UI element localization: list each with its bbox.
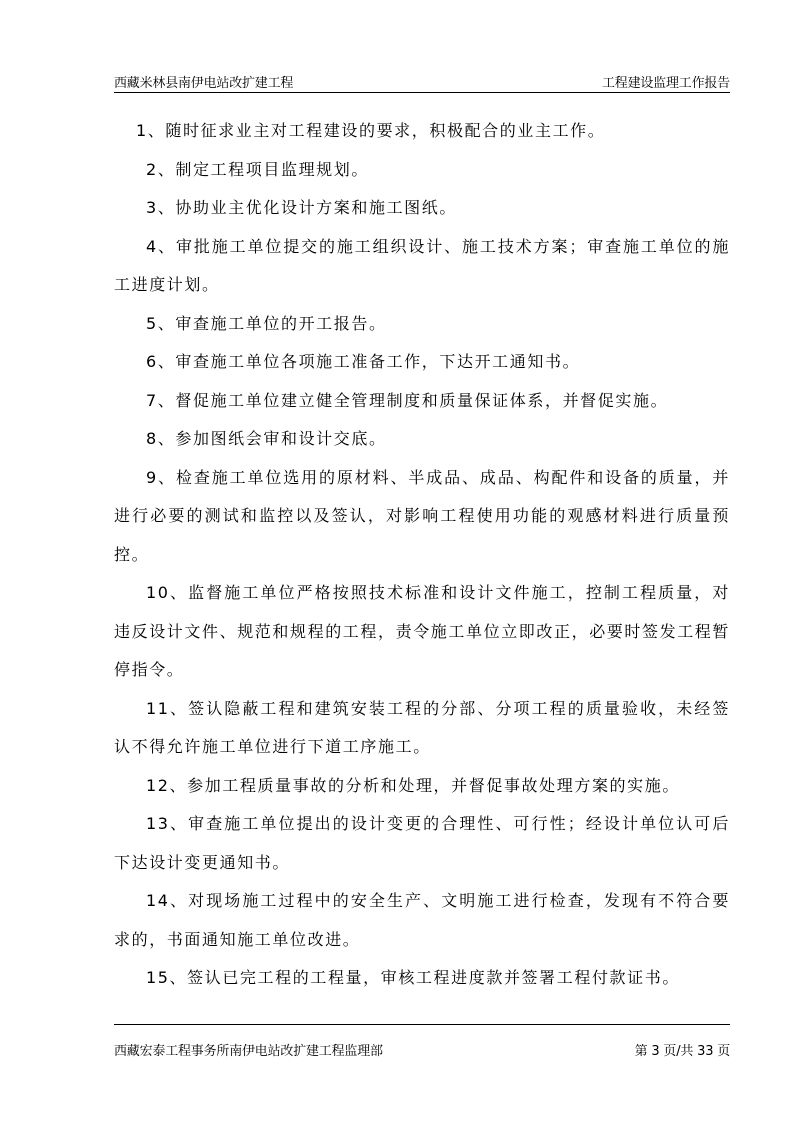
footer-divider	[114, 1024, 730, 1025]
paragraph-14: 14、对现场施工过程中的安全生产、文明施工进行检查，发现有不符合要求的，书面通知施工单位改进。	[114, 891, 730, 949]
footer-organization: 西藏宏泰工程事务所南伊电站改扩建工程监理部	[114, 1044, 383, 1059]
paragraph-9: 9、检查施工单位选用的原材料、半成品、成品、构配件和设备的质量，并进行必要的测试和监控以及签认，对影响工程使用功能的观感材料进行质量预控。	[114, 467, 730, 564]
paragraph-1: 1、随时征求业主对工程建设的要求，积极配合的业主工作。	[136, 121, 606, 140]
paragraph-13: 13、审查施工单位提出的设计变更的合理性、可行性；经设计单位认可后下达设计变更通知书。	[114, 814, 730, 872]
paragraph-2: 2、制定工程项目监理规划。	[146, 159, 369, 179]
page-footer	[114, 1040, 730, 1060]
header-project-title: 西藏米林县南伊电站改扩建工程	[114, 76, 294, 91]
paragraph-4: 4、审批施工单位提交的施工组织设计、施工技术方案；审查施工单位的施工进度计划。	[114, 236, 730, 294]
paragraph-7: 7、督促施工单位建立健全管理制度和质量保证体系，并督促实施。	[146, 390, 669, 410]
paragraph-5: 5、审查施工单位的开工报告。	[146, 313, 387, 333]
page-header	[114, 70, 730, 93]
paragraph-3: 3、协助业主优化设计方案和施工图纸。	[146, 198, 457, 217]
paragraph-15: 15、签认已完工程的工程量，审核工程进度款并签署工程付款证书。	[146, 968, 680, 987]
paragraph-6: 6、审查施工单位各项施工准备工作，下达开工通知书。	[146, 352, 581, 371]
paragraph-10: 10、监督施工单位严格按照技术标准和设计文件施工，控制工程质量，对违反设计文件、规范和规程的工程，责令施工单位立即改正，必要时签发工程暂停指令。	[114, 583, 731, 679]
header-report-title: 工程建设监理工作报告	[601, 76, 730, 91]
page-number: 第 3 页/共 33 页	[634, 1044, 730, 1059]
paragraph-12: 12、参加工程质量事故的分析和处理，并督促事故处理方案的实施。	[146, 775, 680, 795]
paragraph-8: 8、参加图纸会审和设计交底。	[146, 429, 387, 448]
paragraph-11: 11、签认隐蔽工程和建筑安装工程的分部、分项工程的质量验收，未经签认不得允许施工单位进行下道工序施工。	[114, 698, 730, 756]
document-body	[114, 112, 730, 998]
